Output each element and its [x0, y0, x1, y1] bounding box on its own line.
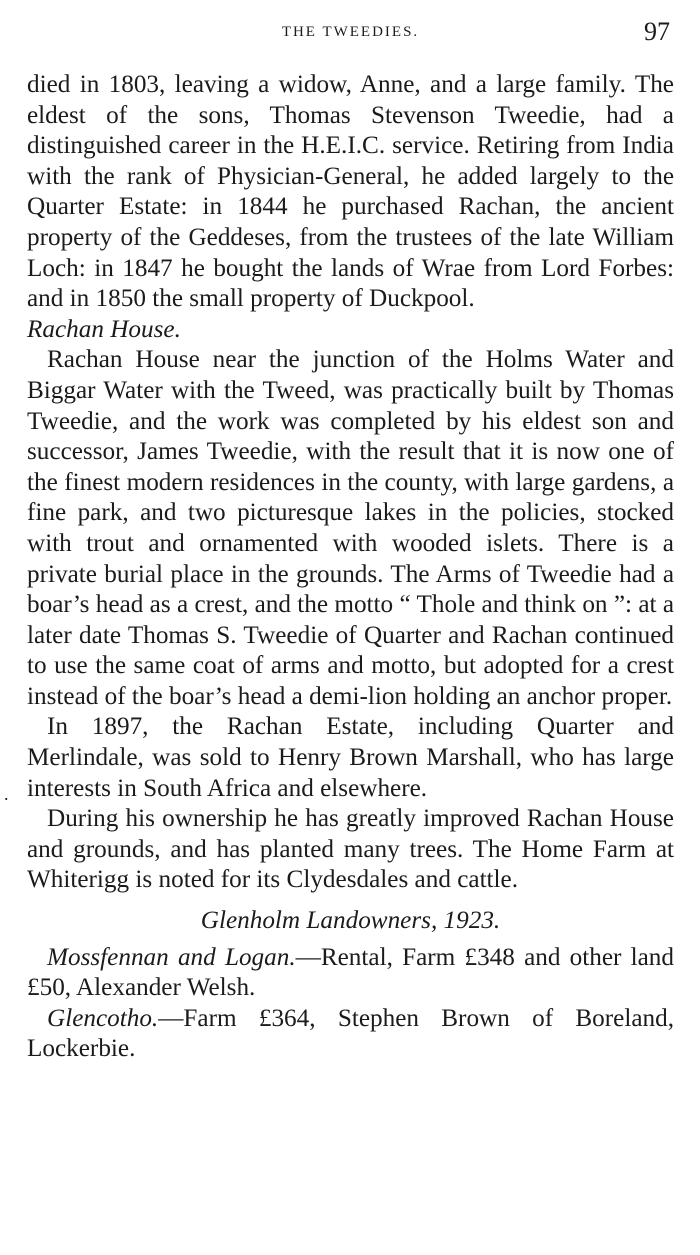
margin-mark: .	[4, 784, 9, 804]
estate-details: —Rental, Farm £348 and other land £50, Alexander Welsh.	[27, 943, 674, 1002]
paragraph-sale-1897: In 1897, the Rachan Estate, including Quarter and Merlindale, was sold to Henry Brown Marshall, who has large interests in South Africa and elsewhere.	[27, 713, 674, 802]
running-title: THE TWEEDIES.	[281, 24, 420, 40]
landowner-entry	[27, 943, 674, 1004]
estate-name: Glencotho.	[47, 1004, 159, 1032]
estate-details: —Farm £364, Stephen Brown of Boreland, Lockerbie.	[27, 1004, 674, 1063]
landowner-entry	[27, 1004, 674, 1065]
section-heading-landowners: Glenholm Landowners, 1923.	[200, 907, 501, 935]
estate-name: Mossfennan and Logan.	[47, 943, 296, 971]
running-head	[27, 0, 674, 70]
paragraph-tweedie-family: died in 1803, leaving a widow, Anne, and a large family. The eldest of the sons, Thomas Stevenson Tweedie, had a distinguished career in the H.E.I.C. service. Retiring from India with the rank of Physician-General, he added largely to the Quarter Estate: in 1844 he purchased Rachan, the ancient property of the Geddeses, from the trustees of the late William Loch: in 1847 he bought the lands of Wrae from Lord Forbes: and in 1850 the small property of Duckpool.	[27, 71, 674, 313]
paragraph-rachan-house: Rachan House near the junction of the Holms Water and Biggar Water with the Tweed, was practically built by Thomas Tweedie, and the work was completed by his eldest son and successor, James Tweedie, with the result that it is now one of the finest modern residences in the county, with large gardens, a fine park, and two picturesque lakes in the policies, stocked with trout and ornamented with wooded islets. There is a private burial place in the grounds. The Arms of Tweedie had a boar’s head as a crest, and the motto “ Thole and think on ”: at a later date Thomas S. Tweedie of Quarter and Rachan continued to use the same coat of arms and motto, but adopted for a crest instead of the boar’s head a demi-lion holding an anchor proper.	[27, 346, 674, 710]
paragraph-ownership: During his ownership he has greatly improved Rachan House and grounds, and has planted many trees. The Home Farm at Whiterigg is noted for its Clydesdales and cattle.	[27, 805, 674, 894]
section-heading-rachan-house: Rachan House.	[27, 315, 181, 343]
page-number: 97	[644, 17, 670, 46]
body-text	[27, 70, 674, 1065]
